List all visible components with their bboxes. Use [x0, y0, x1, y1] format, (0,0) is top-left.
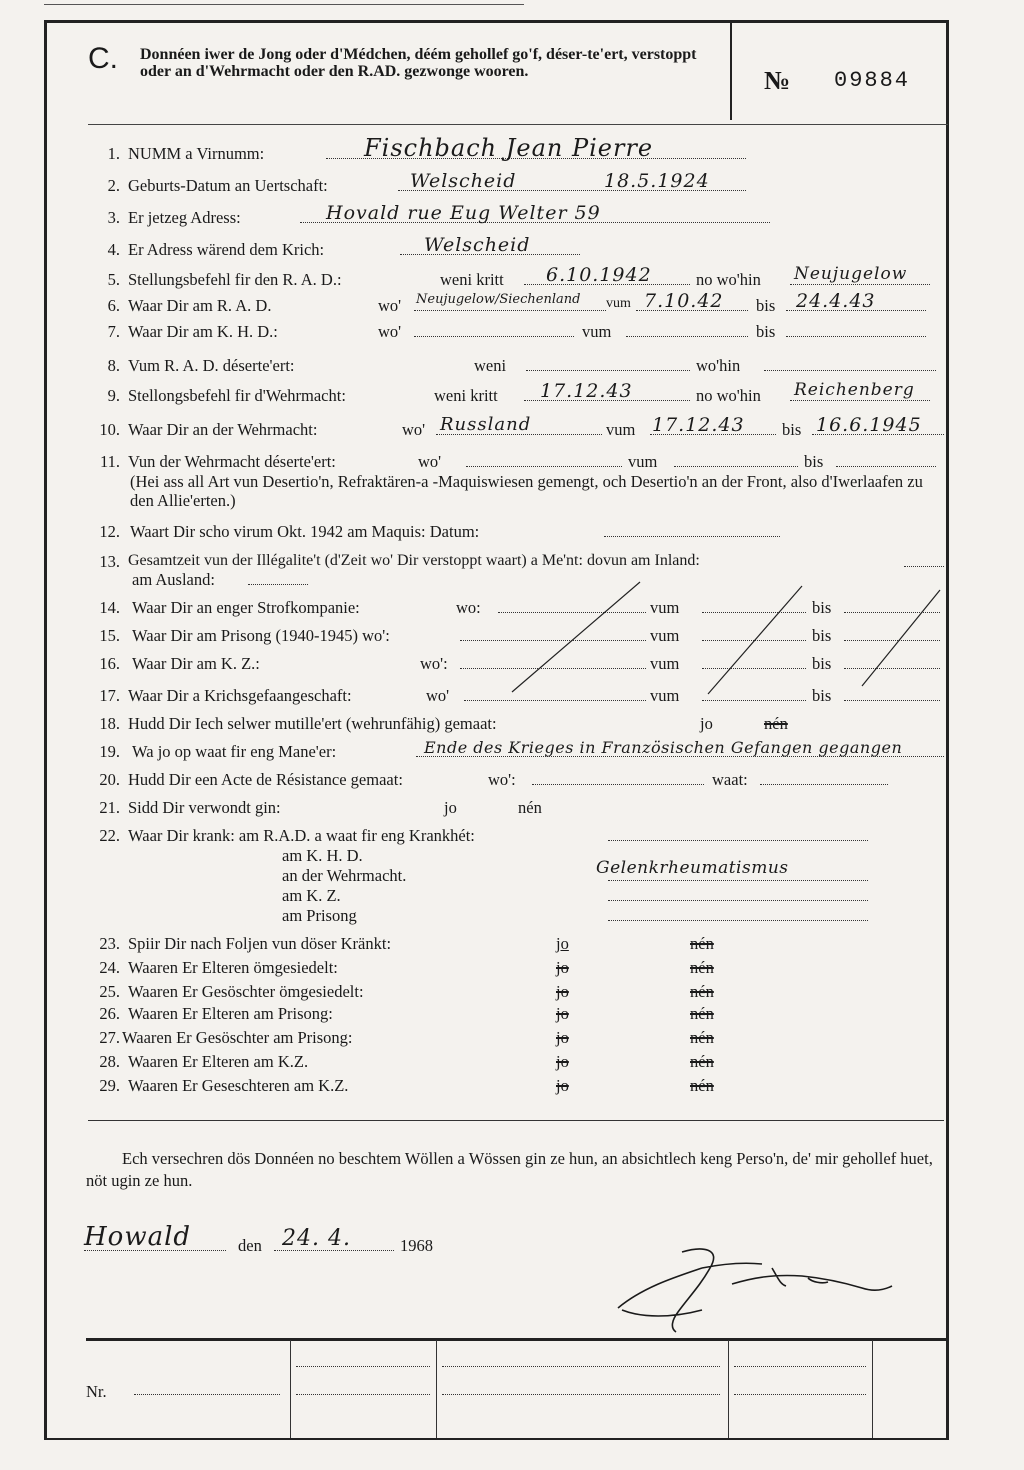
field-label: vum [606, 420, 636, 439]
item-label: Stellungsbefehl fir den R. A. D.: [128, 270, 342, 289]
item-number: 21. [99, 798, 120, 817]
item-number: 1. [107, 144, 120, 163]
item-label: Gesamtzeit vun der Illégalite't (d'Zeit wo' Dir verstoppt waart) a Me'nt: dovun am Inland: [128, 552, 700, 569]
option-nen[interactable]: nén [690, 1028, 714, 1047]
field-label: weni [474, 356, 507, 375]
option-jo[interactable]: jo [444, 798, 457, 817]
field-label: bis [804, 452, 824, 471]
option-jo[interactable]: jo [556, 1052, 569, 1071]
form-title: Donnéen iwer de Jong oder d'Médchen, déém gehollef go'f, déser-te'ert, verstoppt oder an d'Wehrmacht oder den R.AD. gezwonge wooren. [140, 46, 697, 80]
option-nen[interactable]: nén [690, 958, 714, 977]
item-label: Hudd Dir Iech selwer mutille'ert (wehrunfähig) gemaat: [128, 714, 497, 733]
item-label: Waaren Er Gesöschter ömgesiedelt: [128, 982, 364, 1001]
field-label: bis [756, 296, 776, 315]
item-number: 26. [99, 1004, 120, 1023]
item-label: Waaren Er Elteren am K.Z. [128, 1052, 309, 1071]
footer-field[interactable] [734, 1380, 866, 1395]
item-number: 18. [99, 714, 120, 733]
den-label: den [238, 1236, 262, 1255]
footer-nr-label: Nr. [86, 1382, 107, 1401]
item-number: 13. [99, 552, 120, 571]
item-label: Waaren Er Gesöschter am Prisong: [122, 1028, 353, 1047]
field-label: wo' [426, 686, 450, 705]
item-11-note: (Hei ass all Art vun Desertio'n, Refraktären-a -Maquiswiesen gemengt, och Desertio'n an der Front, also d'Iwerlaafen zu den Allie'erten.) [130, 472, 923, 510]
option-nen[interactable]: nén [690, 1076, 714, 1095]
signoff-year: 1968 [400, 1236, 433, 1255]
item-number: 24. [99, 958, 120, 977]
item-label: Vun der Wehrmacht déserte'ert: [128, 452, 336, 471]
field-label: bis [812, 598, 832, 617]
field-label: wo': [420, 654, 448, 673]
item-number: 19. [99, 742, 120, 761]
item-label: Waar Dir an enger Strofkompanie: [132, 598, 360, 617]
field-label: wo' [378, 296, 402, 315]
option-nen[interactable]: nén [690, 1052, 714, 1071]
item-label: Waart Dir scho virum Okt. 1942 am Maquis: Datum: [130, 522, 480, 541]
section-divider [88, 1120, 944, 1121]
item-label: Waar Dir am R. A. D. [128, 296, 272, 315]
option-nen[interactable]: nén [518, 798, 542, 817]
field-label: bis [812, 654, 832, 673]
footer-field[interactable] [442, 1352, 720, 1367]
field-label: vum [582, 322, 612, 341]
footer-column-divider [728, 1340, 729, 1438]
wehrmacht-where-value: Russland [440, 414, 532, 435]
item-label: NUMM a Virnumm: [128, 144, 265, 163]
option-jo[interactable]: jo [556, 958, 569, 977]
field-label: wo': [488, 770, 516, 789]
field-label: waat: [712, 770, 748, 789]
field-label: weni kritt [440, 270, 504, 289]
item-number: 9. [107, 386, 120, 405]
item-label: Waar Dir an der Wehrmacht: [128, 420, 318, 439]
option-nen[interactable]: nén [690, 982, 714, 1001]
item-label: Waaren Er Elteren ömgesiedelt: [128, 958, 338, 977]
item-number: 20. [99, 770, 120, 789]
item-sublabel: am K. H. D. [282, 846, 363, 865]
item-sublabel: an der Wehrmacht. [282, 866, 407, 885]
field-label: weni kritt [434, 386, 498, 405]
item-number: 2. [107, 176, 120, 195]
footer-field[interactable] [734, 1352, 866, 1367]
field-label: vum [650, 654, 680, 673]
birthdate-value: 18.5.1924 [604, 170, 710, 192]
option-jo[interactable]: jo [556, 982, 569, 1001]
item-number: 8. [107, 356, 120, 375]
field-label: wo: [456, 598, 481, 617]
item-label: Waar Dir am K. Z.: [132, 654, 260, 673]
item-number: 25. [99, 982, 120, 1001]
field-label: vum [650, 686, 680, 705]
item-number: 15. [99, 626, 120, 645]
answer-line[interactable] [608, 886, 868, 901]
declaration-text: Ech versechren dös Donnéen no beschtem Wöllen a Wössen gin ze hun, an absichtlech keng Perso'n, de' mir gehollef huet, nöt ugin ze hun. [86, 1149, 933, 1190]
option-jo[interactable]: jo [556, 934, 569, 953]
illness-value: Gelenkrheumatismus [596, 858, 789, 878]
wehrmacht-from-value: 17.12.43 [652, 414, 745, 436]
item-number: 11. [99, 452, 120, 471]
item-number: 27. [99, 1028, 120, 1047]
field-label: wo' [378, 322, 402, 341]
wartime-address-value: Welscheid [424, 234, 531, 256]
item-label: Hudd Dir een Acte de Résistance gemaat: [128, 770, 403, 789]
wehrmacht-order-place: Reichenberg [794, 380, 915, 400]
wehrmacht-order-date: 17.12.43 [540, 380, 633, 402]
wehrmacht-to-value: 16.6.1945 [816, 414, 922, 436]
footer-field[interactable] [296, 1380, 430, 1395]
footer-field[interactable] [296, 1352, 430, 1367]
item-sublabel: am Prisong [282, 906, 357, 925]
field-label: bis [756, 322, 776, 341]
birthplace-value: Welscheid [410, 170, 517, 192]
option-jo[interactable]: jo [556, 1004, 569, 1023]
footer-top-rule [86, 1338, 948, 1341]
item-label: Waar Dir am Prisong (1940-1945) wo': [132, 626, 390, 645]
signature-drawing [612, 1238, 902, 1338]
answer-line[interactable] [608, 826, 868, 841]
item-label: Waaren Er Elteren am Prisong: [128, 1004, 333, 1023]
item-label: am Ausland: [132, 570, 215, 589]
option-jo[interactable]: jo [556, 1076, 569, 1095]
field-label: bis [782, 420, 802, 439]
item-label: Waar Dir krank: am R.A.D. a waat fir eng Krankhét: [128, 826, 475, 845]
rad-from-value: 7.10.42 [644, 290, 724, 312]
footer-column-divider [436, 1340, 437, 1438]
field-label: wo'hin [696, 356, 741, 375]
field-label: bis [812, 686, 832, 705]
answer-line[interactable] [532, 770, 704, 785]
item-number: 23. [99, 934, 120, 953]
field-label: no wo'hin [696, 386, 761, 405]
item-label: Waaren Er Geseschteren am K.Z. [128, 1076, 349, 1095]
item-label: Er jetzeg Adress: [128, 208, 241, 227]
mutilation-manner-value: Ende des Krieges in Französischen Gefangen gegangen [424, 738, 903, 757]
field-label: vum [650, 626, 680, 645]
footer-field[interactable] [442, 1380, 720, 1395]
footer-bottom-rule [44, 1438, 948, 1440]
item-number: 7. [107, 322, 120, 341]
field-label: wo' [418, 452, 442, 471]
item-number: 10. [99, 420, 120, 439]
item-label: Waar Dir a Krichsgefaangeschaft: [128, 686, 352, 705]
option-jo[interactable]: jo [700, 714, 713, 733]
item-number: 28. [99, 1052, 120, 1071]
field-label: no wo'hin [696, 270, 761, 289]
field-label: vum [628, 452, 658, 471]
option-nen[interactable]: nén [690, 1004, 714, 1023]
rad-to-value: 24.4.43 [796, 290, 876, 312]
number-sign: № [764, 66, 791, 95]
item-number: 6. [107, 296, 120, 315]
option-nen[interactable]: nén [764, 714, 788, 733]
item-number: 14. [99, 598, 120, 617]
field-label: vum [650, 598, 680, 617]
answer-line[interactable] [608, 906, 868, 921]
item-number: 17. [99, 686, 120, 705]
item-number: 5. [107, 270, 120, 289]
item-label: Wa jo op waat fir eng Mane'er: [132, 742, 337, 761]
option-jo[interactable]: jo [556, 1028, 569, 1047]
answer-line[interactable] [760, 770, 888, 785]
rad-order-date: 6.10.1942 [546, 264, 652, 286]
name-value: Fischbach Jean Pierre [364, 134, 654, 162]
footer-column-divider [872, 1340, 873, 1438]
footer-nr-line[interactable] [134, 1380, 280, 1395]
address-value: Hovald rue Eug Welter 59 [326, 202, 601, 224]
item-label: Waar Dir am K. H. D.: [128, 322, 278, 341]
item-number: 16. [99, 654, 120, 673]
item-label: Vum R. A. D. déserte'ert: [128, 356, 295, 375]
rad-where-value: Neujugelow/Siechenland [416, 292, 581, 307]
item-number: 12. [99, 522, 120, 541]
item-sublabel: am K. Z. [282, 886, 341, 905]
signoff-date: 24. 4. [282, 1226, 351, 1251]
field-label: vum [606, 296, 631, 311]
item-number: 29. [99, 1076, 120, 1095]
item-label: Sidd Dir verwondt gin: [128, 798, 281, 817]
field-label: wo' [402, 420, 426, 439]
footer-column-divider [290, 1340, 291, 1438]
rad-order-place: Neujugelow [794, 264, 908, 284]
option-nen[interactable]: nén [690, 934, 714, 953]
form-number: 09884 [834, 68, 911, 93]
field-label: bis [812, 626, 832, 645]
item-label: Geburts-Datum an Uertschaft: [128, 176, 328, 195]
item-number: 22. [99, 826, 120, 845]
item-label: Er Adress wärend dem Krich: [128, 240, 325, 259]
item-label: Spiir Dir nach Foljen vun döser Kränkt: [128, 934, 392, 953]
item-number: 4. [107, 240, 120, 259]
item-label: Stellongsbefehl fir d'Wehrmacht: [128, 386, 346, 405]
item-number: 3. [107, 208, 120, 227]
signature [612, 1238, 902, 1338]
section-letter: C. [88, 42, 118, 75]
signoff-place: Howald [84, 1222, 192, 1252]
